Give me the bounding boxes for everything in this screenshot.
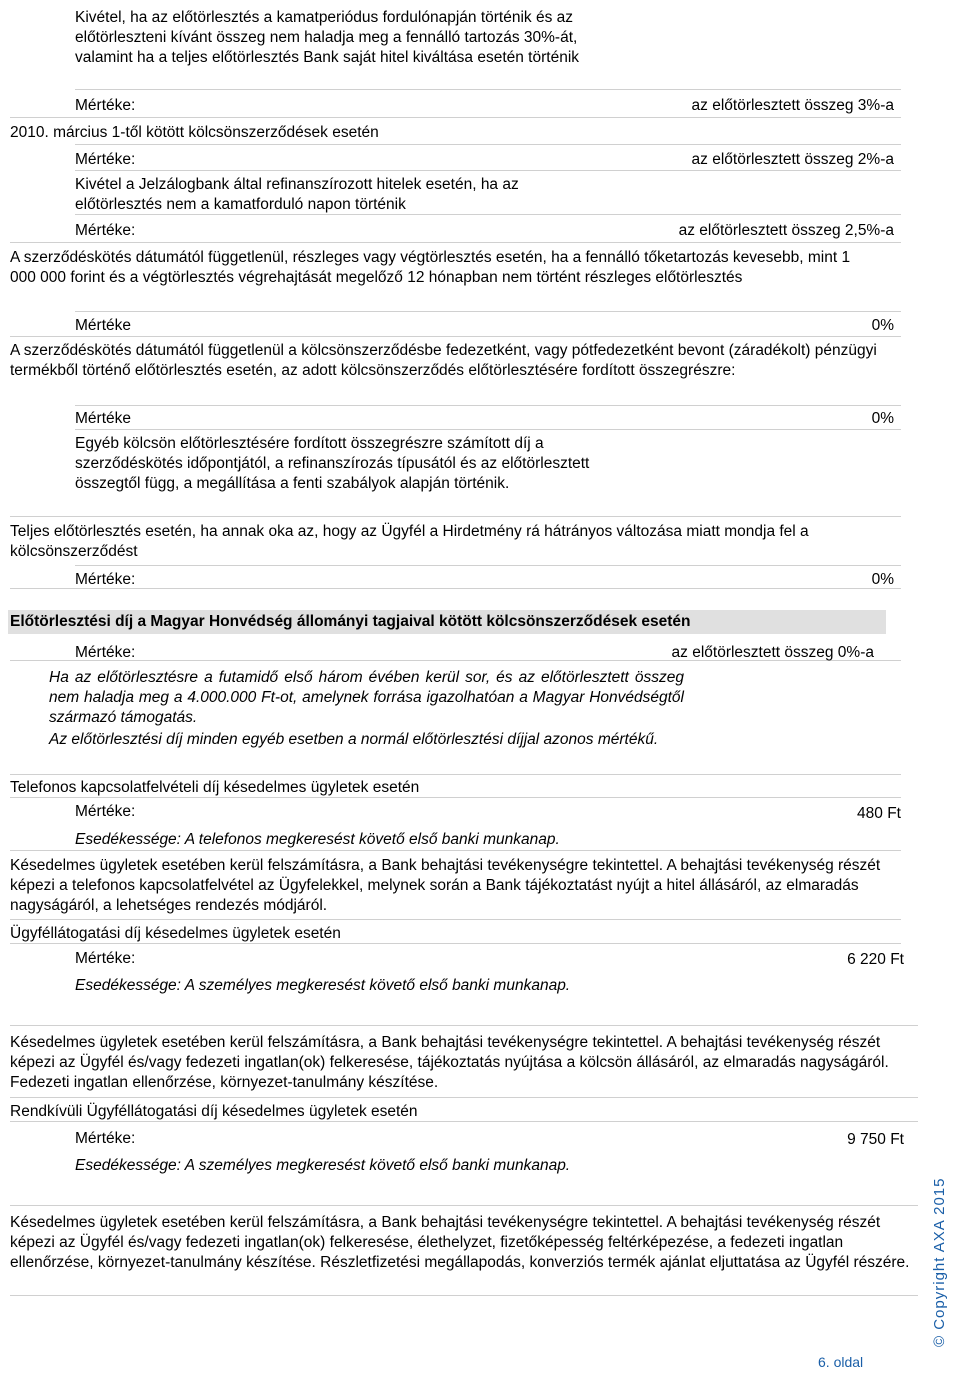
fee-value-telefon: 480 Ft <box>857 805 901 822</box>
rate-label: Mértéke: <box>75 222 136 239</box>
divider <box>10 516 901 517</box>
due-text-rendkivuli: Esedékessége: A személyes megkeresést követő első banki munkanap. <box>75 1157 571 1174</box>
other-loan-text: Egyéb kölcsön előtörlesztésére fordított összegrészre számított díj a szerződéskötés időpontjától, a refinanszírozás típusától és az előtörlesztett összegtől függ, a megállítása a fenti szabályok alapján történik. <box>75 435 590 492</box>
fee-value-latogatas: 6 220 Ft <box>847 951 904 968</box>
fee-desc-rendkivuli: Késedelmes ügyletek esetében kerül felszámításra, a Bank behajtási tevékenységre tekintettel. A behajtási tevékenység részét képezi az Ügyfél és/vagy fedezeti ingatlan(ok) felkeresése, élethelyzet, fizetőképesség feltérképezése, a fedezeti ingatlan ellenőrzése, környezet-tanulmány készítése. Részletfizetési megállapodás, konverziós termék ajánlat eljuttatása az Ügyfél részére. <box>10 1214 910 1271</box>
fee-value-rendkivuli: 9 750 Ft <box>847 1131 904 1148</box>
divider <box>10 588 901 589</box>
divider <box>10 1295 918 1296</box>
divider <box>10 797 901 798</box>
fee-desc-latogatas: Késedelmes ügyletek esetében kerül felszámításra, a Bank behajtási tevékenységre tekintettel. A behajtási tevékenység részét képezi az Ügyfél és/vagy fedezeti ingatlan(ok) felkeresése, tájékoztatás nyújtása a kölcsön állásáról, az elmaradás nagyságáról. Fedezeti ingatlan ellenőrzése, környezet-tanulmány készítése. <box>10 1034 889 1091</box>
condition-text-hirdetmeny: Teljes előtörlesztés esetén, ha annak oka az, hogy az Ügyfél a Hirdetmény rá hátrányos változása miatt mondja fel a kölcsönszerződést <box>10 523 809 560</box>
due-text-telefon: Esedékessége: A telefonos megkeresést követő első banki munkanap. <box>75 831 560 848</box>
rate-value: 0% <box>871 410 894 427</box>
rate-label: Mértéke: <box>75 950 136 967</box>
divider <box>75 565 901 566</box>
page-number: 6. oldal <box>818 1354 864 1370</box>
rate-value: 0% <box>871 571 894 588</box>
divider <box>10 850 901 851</box>
copyright-text: © Copyright AXA 2015 <box>931 1177 948 1347</box>
rate-value: az előtörlesztett összeg 0%-a <box>671 644 874 661</box>
divider <box>75 170 901 171</box>
fee-title-latogatas: Ügyféllátogatási díj késedelmes ügyletek esetén <box>10 925 341 942</box>
divider <box>10 117 901 118</box>
divider <box>10 919 901 920</box>
rate-label: Mértéke: <box>75 151 136 168</box>
exception-text-jelzalog: Kivétel a Jelzálogbank által refinanszírozott hitelek esetén, ha az előtörlesztés nem a kamatforduló napon történik <box>75 176 519 213</box>
divider <box>10 1097 918 1098</box>
divider <box>10 1121 918 1122</box>
divider <box>10 1205 918 1206</box>
divider <box>10 1025 918 1026</box>
rate-label: Mértéke <box>75 317 131 334</box>
divider <box>75 214 901 215</box>
section-title-2010: 2010. március 1-től kötött kölcsönszerződések esetén <box>10 124 379 141</box>
rate-label: Mértéke: <box>75 803 136 820</box>
condition-text-1m: A szerződéskötés dátumától függetlenül, részleges vagy végtörlesztés esetén, ha a fennálló tőketartozás kevesebb, mint 1 000 000 forint és a végtörlesztés végrehajtását megelőző 12 hónapban nem történt részleges előtörlesztés <box>10 249 851 286</box>
section-heading-honved: Előtörlesztési díj a Magyar Honvédség állományi tagjaival kötött kölcsönszerződések esetén <box>8 610 886 634</box>
rate-label: Mértéke <box>75 410 131 427</box>
honved-note-2: Az előtörlesztési díj minden egyéb esetben a normál előtörlesztési díjjal azonos mértékű. <box>49 731 659 748</box>
divider <box>75 429 901 430</box>
rate-label: Mértéke: <box>75 1130 136 1147</box>
divider <box>75 89 901 90</box>
condition-text-fedezet: A szerződéskötés dátumától függetlenül a kölcsönszerződésbe fedezetként, vagy pótfedezetként bevont (záradékolt) pénzügyi termékből történő előtörlesztés esetén, az adott kölcsönszerződés előtörlesztésére fordított összegrészre: <box>10 342 877 379</box>
due-text-latogatas: Esedékessége: A személyes megkeresést követő első banki munkanap. <box>75 977 571 994</box>
rate-label: Mértéke: <box>75 97 136 114</box>
divider <box>75 144 901 145</box>
rate-value: 0% <box>871 317 894 334</box>
exception-text-1: Kivétel, ha az előtörlesztés a kamatperiódus fordulónapján történik és az előtörleszteni kívánt összeg nem haladja meg a fennálló tartozás 30%-át, valamint ha a teljes előtörlesztés Bank saját hitel kiváltása esetén történik <box>75 9 580 66</box>
fee-title-telefon: Telefonos kapcsolatfelvételi díj késedelmes ügyletek esetén <box>10 779 420 796</box>
rate-value: az előtörlesztett összeg 3%-a <box>691 97 894 114</box>
fee-desc-telefon: Késedelmes ügyletek esetében kerül felszámításra, a Bank behajtási tevékenységre tekintettel. A behajtási tevékenység részét képezi a telefonos kapcsolatfelvétel az Ügyfelekkel, melynek során a Bank tájékoztatást nyújt a hitel állásáról, az elmaradás nagyságáról, a lehetséges rendezés módjáról. <box>10 857 881 914</box>
divider <box>10 336 901 337</box>
divider <box>10 242 901 243</box>
divider <box>75 311 901 312</box>
divider <box>10 774 901 775</box>
rate-value: az előtörlesztett összeg 2,5%-a <box>678 222 894 239</box>
rate-value: az előtörlesztett összeg 2%-a <box>691 151 894 168</box>
divider <box>10 943 901 944</box>
rate-label: Mértéke: <box>75 571 136 588</box>
fee-title-rendkivuli: Rendkívüli Ügyféllátogatási díj késedelmes ügyletek esetén <box>10 1103 418 1120</box>
divider <box>75 405 901 406</box>
rate-label: Mértéke: <box>75 644 136 661</box>
honved-note-1: Ha az előtörlesztésre a futamidő első három évében kerül sor, és az előtörlesztett összeg nem haladja meg a 4.000.000 Ft-ot, amelynek forrása igazolhatóan a Magyar Honvédségtől származó támogatás. <box>49 669 684 726</box>
